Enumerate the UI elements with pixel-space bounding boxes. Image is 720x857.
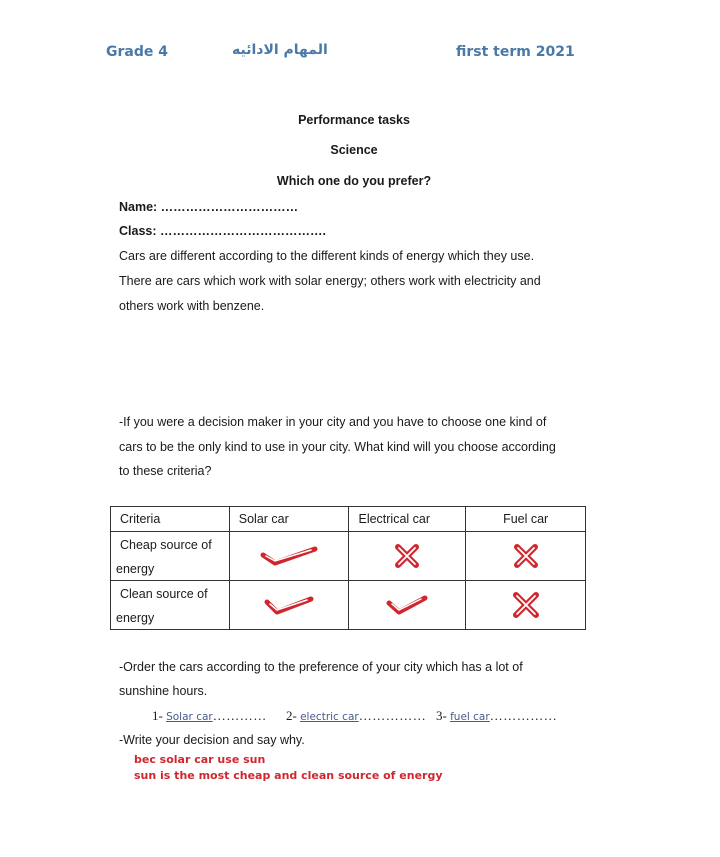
grade-label: Grade 4 — [106, 44, 168, 60]
header-fuel-car: Fuel car — [503, 512, 549, 526]
header-electrical-car: Electrical car — [358, 512, 431, 526]
header-solar-car: Solar car — [238, 512, 289, 526]
name-field: Name: …………………………… — [119, 200, 299, 214]
table-row — [111, 532, 586, 581]
question-line: cars to be the only kind to use in your city. What kind will you choose according — [119, 440, 556, 454]
cross-mark-icon — [512, 591, 540, 619]
cross-mark-icon — [513, 543, 539, 569]
criteria-label: Cheap source of — [120, 538, 212, 552]
order-number: 3- — [436, 708, 447, 723]
order-dots: …………… — [489, 708, 558, 723]
check-mark-icon — [259, 545, 319, 567]
check-mark-icon — [263, 594, 315, 616]
order-item-1 — [152, 708, 267, 724]
order-answer: Solar car — [166, 711, 213, 723]
order-dots: ………… — [212, 708, 267, 723]
order-answer: electric car — [300, 711, 359, 723]
intro-line: There are cars which work with solar energy; others work with electricity and — [119, 274, 541, 288]
criteria-label: Clean source of — [120, 587, 208, 601]
title-performance-tasks: Performance tasks — [298, 113, 410, 127]
arabic-title: المهام الادائيه — [232, 42, 328, 58]
criteria-label: energy — [116, 611, 155, 625]
title-science: Science — [330, 143, 378, 157]
order-dots: …………… — [358, 708, 427, 723]
table-header-row — [111, 507, 586, 532]
order-number: 1- — [152, 708, 163, 723]
table-row — [111, 581, 586, 630]
order-item-3 — [436, 708, 557, 724]
criteria-label: energy — [116, 562, 155, 576]
cross-mark-icon — [394, 543, 420, 569]
order-instruction: sunshine hours. — [119, 684, 208, 698]
check-mark-icon — [385, 594, 429, 616]
order-instruction: -Order the cars according to the preference of your city which has a lot of — [119, 660, 523, 674]
criteria-table — [110, 506, 586, 630]
term-label: first term 2021 — [456, 44, 575, 60]
header-criteria: Criteria — [120, 512, 161, 526]
decision-answer-line: bec solar car use sun — [134, 753, 266, 766]
intro-line: Cars are different according to the different kinds of energy which they use. — [119, 249, 535, 263]
order-answer: fuel car — [450, 711, 490, 723]
decision-answer-line: sun is the most cheap and clean source of energy — [134, 769, 443, 782]
order-number: 2- — [286, 708, 297, 723]
intro-line: others work with benzene. — [119, 299, 265, 313]
title-question: Which one do you prefer? — [276, 174, 432, 188]
decision-instruction: -Write your decision and say why. — [119, 733, 305, 747]
question-line: to these criteria? — [119, 464, 212, 478]
order-item-2 — [286, 708, 426, 724]
question-line: -If you were a decision maker in your city and you have to choose one kind of — [119, 415, 547, 429]
class-field: Class: …………………………………. — [119, 224, 326, 238]
